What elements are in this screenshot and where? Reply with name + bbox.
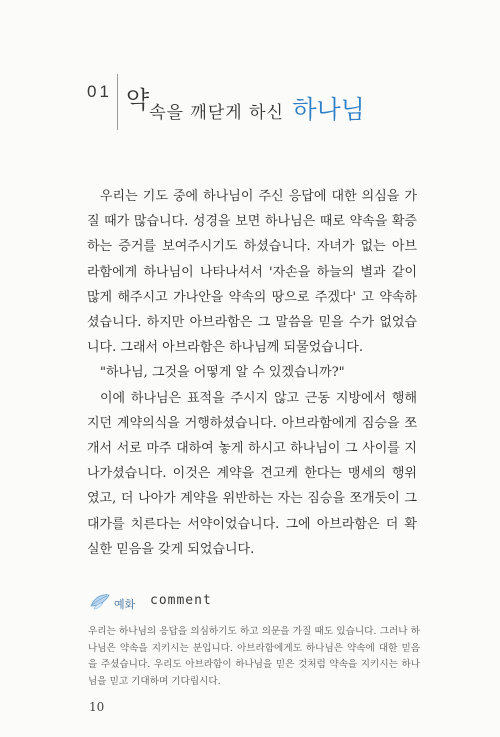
title-divider: [117, 74, 118, 130]
body-paragraph-3: 이에 하나님은 표적을 주시지 않고 근동 지방에서 행해지던 계약의식을 거행하셨습니다. 아브라함에게 짐승을 쪼개서 서로 마주 대하여 놓게 하시고 하나님이 그 사이를 지나가셨습니다. 이것은 계약을 견고케 한다는 맹세의 행위였고, 더 나아가 계약을 위반하는 자는 짐승을 쪼개듯이 그 대가를 치른다는 서약이었습니다. 그에 아브라함은 더 확실한 믿음을 갖게 되었습니다.: [87, 390, 417, 557]
comment-text: 우리는 하나님의 응답을 의심하기도 하고 의문을 가질 때도 있습니다. 그러나 하나님은 약속을 지키시는 분입니다. 아브라함에게도 하나님은 약속에 대한 믿음을 주셨습니다. 우리도 아브라함이 하나님을 믿은 것처럼 약속을 지키시는 하나님을 믿고 기대하며 기다립시다.: [88, 626, 420, 687]
body-paragraph-1: 우리는 기도 중에 하나님이 주신 응답에 대한 의심을 가질 때가 많습니다. 성경을 보면 하나님은 때로 약속을 확증하는 증거를 보여주시기도 하셨습니다. 자녀가 없는 아브라함에게 하나님이 나타나셔서 '자손을 하늘의 별과 같이 많게 해주시고 가나안을 약속의 땅으로 주겠다' 고 약속하셨습니다. 하지만 아브라함은 그 말씀을 믿을 수가 없었습니다. 그래서 아브라함은 하나님께 되물었습니다.: [87, 189, 417, 356]
title-accent: 하나님: [292, 95, 365, 124]
comment-label-kr: 예화: [114, 598, 136, 611]
comment-header: [88, 590, 288, 614]
body-paragraph-2: "하나님, 그것을 어떻게 알 수 있겠습니까?": [100, 365, 345, 381]
body-text: [87, 184, 417, 562]
chapter-title: [126, 86, 365, 126]
comment-label-en: comment: [150, 593, 212, 608]
leaf-icon: [88, 590, 112, 614]
title-first-char: 약: [126, 86, 150, 114]
title-text: 속을 깨닫게 하신: [149, 103, 291, 123]
page-number: 10: [89, 700, 105, 714]
chapter-number: 01: [87, 82, 112, 101]
